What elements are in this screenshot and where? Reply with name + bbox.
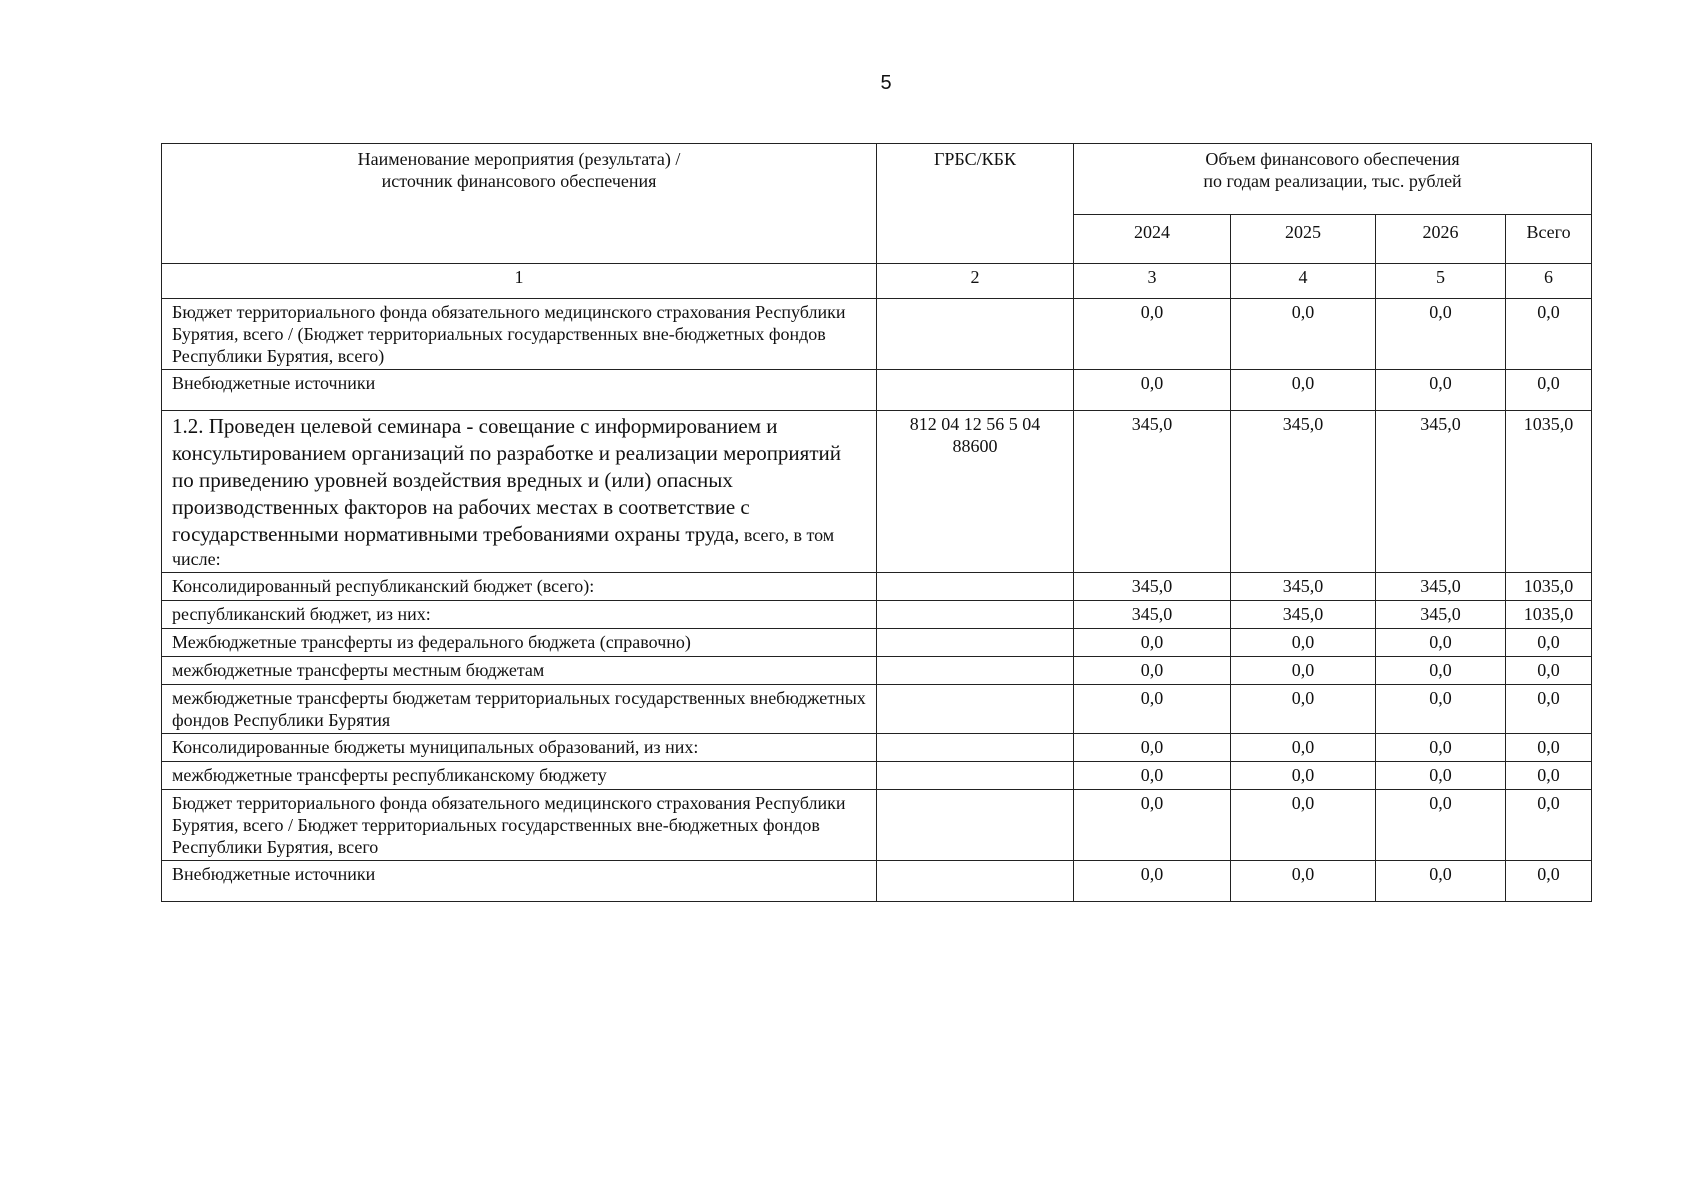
row-value-2026: 345,0 bbox=[1376, 573, 1506, 601]
row-name: межбюджетные трансферты бюджетам территориальных государственных внебюджетных фондов Республики Бурятия bbox=[162, 685, 877, 734]
row-kbk bbox=[877, 629, 1074, 657]
row-value-2025: 0,0 bbox=[1231, 790, 1376, 861]
row-value-total: 0,0 bbox=[1506, 629, 1592, 657]
table-row bbox=[162, 790, 1592, 861]
column-number: 4 bbox=[1231, 264, 1376, 299]
header-volume-line1: Объем финансового обеспечения bbox=[1205, 149, 1460, 169]
row-value-2026: 0,0 bbox=[1376, 370, 1506, 411]
header-year-2024: 2024 bbox=[1074, 215, 1231, 264]
row-value-2024: 345,0 bbox=[1074, 411, 1231, 573]
row-value-2026: 0,0 bbox=[1376, 299, 1506, 370]
page-number: 5 bbox=[880, 72, 892, 94]
column-number: 2 bbox=[877, 264, 1074, 299]
row-value-total: 0,0 bbox=[1506, 657, 1592, 685]
row-kbk bbox=[877, 790, 1074, 861]
financing-table bbox=[161, 143, 1592, 902]
row-name-main: 1.2. Проведен целевой семинара - совещание с информированием и консультированием организаций по разработке и реализации мероприятий по приведению уровней воздействия вредных и (или) опасных производственных факторов на рабочих местах в соответствие с государственными нормативными требованиями охраны труда, bbox=[172, 414, 841, 546]
row-value-2025: 0,0 bbox=[1231, 370, 1376, 411]
table-row bbox=[162, 601, 1592, 629]
row-name: Бюджет территориального фонда обязательного медицинского страхования Республики Бурятия, всего / Бюджет территориальных государственных вне-бюджетных фондов Республики Бурятия, всего bbox=[162, 790, 877, 861]
row-value-total: 0,0 bbox=[1506, 370, 1592, 411]
row-value-2024: 0,0 bbox=[1074, 370, 1231, 411]
row-value-total: 0,0 bbox=[1506, 762, 1592, 790]
table-row bbox=[162, 370, 1592, 411]
table-row bbox=[162, 861, 1592, 902]
row-kbk bbox=[877, 861, 1074, 902]
row-value-2025: 0,0 bbox=[1231, 299, 1376, 370]
row-name: республиканский бюджет, из них: bbox=[162, 601, 877, 629]
row-kbk bbox=[877, 657, 1074, 685]
row-value-2025: 345,0 bbox=[1231, 573, 1376, 601]
table-row bbox=[162, 411, 1592, 573]
row-value-2024: 345,0 bbox=[1074, 601, 1231, 629]
row-name: межбюджетные трансферты республиканскому бюджету bbox=[162, 762, 877, 790]
row-value-2025: 0,0 bbox=[1231, 685, 1376, 734]
row-value-2025: 0,0 bbox=[1231, 734, 1376, 762]
row-value-2026: 345,0 bbox=[1376, 411, 1506, 573]
row-value-total: 0,0 bbox=[1506, 299, 1592, 370]
row-value-2024: 0,0 bbox=[1074, 762, 1231, 790]
row-value-2025: 0,0 bbox=[1231, 861, 1376, 902]
row-value-2025: 0,0 bbox=[1231, 629, 1376, 657]
row-value-2024: 0,0 bbox=[1074, 734, 1231, 762]
header-grbs: ГРБС/КБК bbox=[877, 144, 1074, 264]
header-total: Всего bbox=[1506, 215, 1592, 264]
row-kbk bbox=[877, 573, 1074, 601]
table-row bbox=[162, 573, 1592, 601]
row-value-total: 0,0 bbox=[1506, 861, 1592, 902]
row-value-2024: 0,0 bbox=[1074, 861, 1231, 902]
row-value-2026: 0,0 bbox=[1376, 861, 1506, 902]
table-header bbox=[162, 144, 1592, 299]
header-volume-line2: по годам реализации, тыс. рублей bbox=[1203, 171, 1462, 191]
row-kbk: 812 04 12 56 5 04 88600 bbox=[877, 411, 1074, 573]
row-value-total: 1035,0 bbox=[1506, 601, 1592, 629]
header-volume bbox=[1074, 144, 1592, 215]
header-name bbox=[162, 144, 877, 264]
row-value-2025: 0,0 bbox=[1231, 657, 1376, 685]
column-number: 1 bbox=[162, 264, 877, 299]
row-value-total: 1035,0 bbox=[1506, 411, 1592, 573]
row-value-total: 1035,0 bbox=[1506, 573, 1592, 601]
row-value-2024: 345,0 bbox=[1074, 573, 1231, 601]
row-value-2025: 345,0 bbox=[1231, 601, 1376, 629]
row-name: Внебюджетные источники bbox=[162, 861, 877, 902]
row-name: межбюджетные трансферты местным бюджетам bbox=[162, 657, 877, 685]
row-kbk bbox=[877, 601, 1074, 629]
row-value-total: 0,0 bbox=[1506, 685, 1592, 734]
row-name-tail: всего, в том числе: bbox=[172, 525, 835, 569]
column-number: 3 bbox=[1074, 264, 1231, 299]
table-body bbox=[162, 299, 1592, 902]
row-name bbox=[162, 411, 877, 573]
header-name-line1: Наименование мероприятия (результата) / bbox=[357, 149, 681, 169]
row-value-2026: 0,0 bbox=[1376, 629, 1506, 657]
row-value-2024: 0,0 bbox=[1074, 790, 1231, 861]
row-name: Внебюджетные источники bbox=[162, 370, 877, 411]
row-value-2025: 0,0 bbox=[1231, 762, 1376, 790]
row-value-2024: 0,0 bbox=[1074, 685, 1231, 734]
row-kbk bbox=[877, 370, 1074, 411]
table-row bbox=[162, 734, 1592, 762]
row-value-2026: 0,0 bbox=[1376, 790, 1506, 861]
row-value-total: 0,0 bbox=[1506, 790, 1592, 861]
row-value-2025: 345,0 bbox=[1231, 411, 1376, 573]
row-value-2026: 0,0 bbox=[1376, 685, 1506, 734]
row-kbk bbox=[877, 734, 1074, 762]
row-name: Бюджет территориального фонда обязательного медицинского страхования Республики Бурятия, всего / (Бюджет территориальных государственных вне-бюджетных фондов Республики Бурятия, всего) bbox=[162, 299, 877, 370]
row-name: Консолидированный республиканский бюджет (всего): bbox=[162, 573, 877, 601]
row-value-2024: 0,0 bbox=[1074, 299, 1231, 370]
header-name-line2: источник финансового обеспечения bbox=[381, 171, 657, 191]
table-row bbox=[162, 685, 1592, 734]
column-number: 6 bbox=[1506, 264, 1592, 299]
row-kbk bbox=[877, 685, 1074, 734]
row-kbk bbox=[877, 299, 1074, 370]
row-value-2026: 0,0 bbox=[1376, 734, 1506, 762]
header-year-2025: 2025 bbox=[1231, 215, 1376, 264]
row-value-total: 0,0 bbox=[1506, 734, 1592, 762]
row-value-2024: 0,0 bbox=[1074, 629, 1231, 657]
header-year-2026: 2026 bbox=[1376, 215, 1506, 264]
row-name: Межбюджетные трансферты из федерального бюджета (справочно) bbox=[162, 629, 877, 657]
row-value-2026: 0,0 bbox=[1376, 762, 1506, 790]
column-number: 5 bbox=[1376, 264, 1506, 299]
table-row bbox=[162, 299, 1592, 370]
row-kbk bbox=[877, 762, 1074, 790]
table-row bbox=[162, 629, 1592, 657]
table-row bbox=[162, 657, 1592, 685]
row-value-2026: 0,0 bbox=[1376, 657, 1506, 685]
table-row bbox=[162, 762, 1592, 790]
row-value-2024: 0,0 bbox=[1074, 657, 1231, 685]
row-value-2026: 345,0 bbox=[1376, 601, 1506, 629]
row-name: Консолидированные бюджеты муниципальных образований, из них: bbox=[162, 734, 877, 762]
